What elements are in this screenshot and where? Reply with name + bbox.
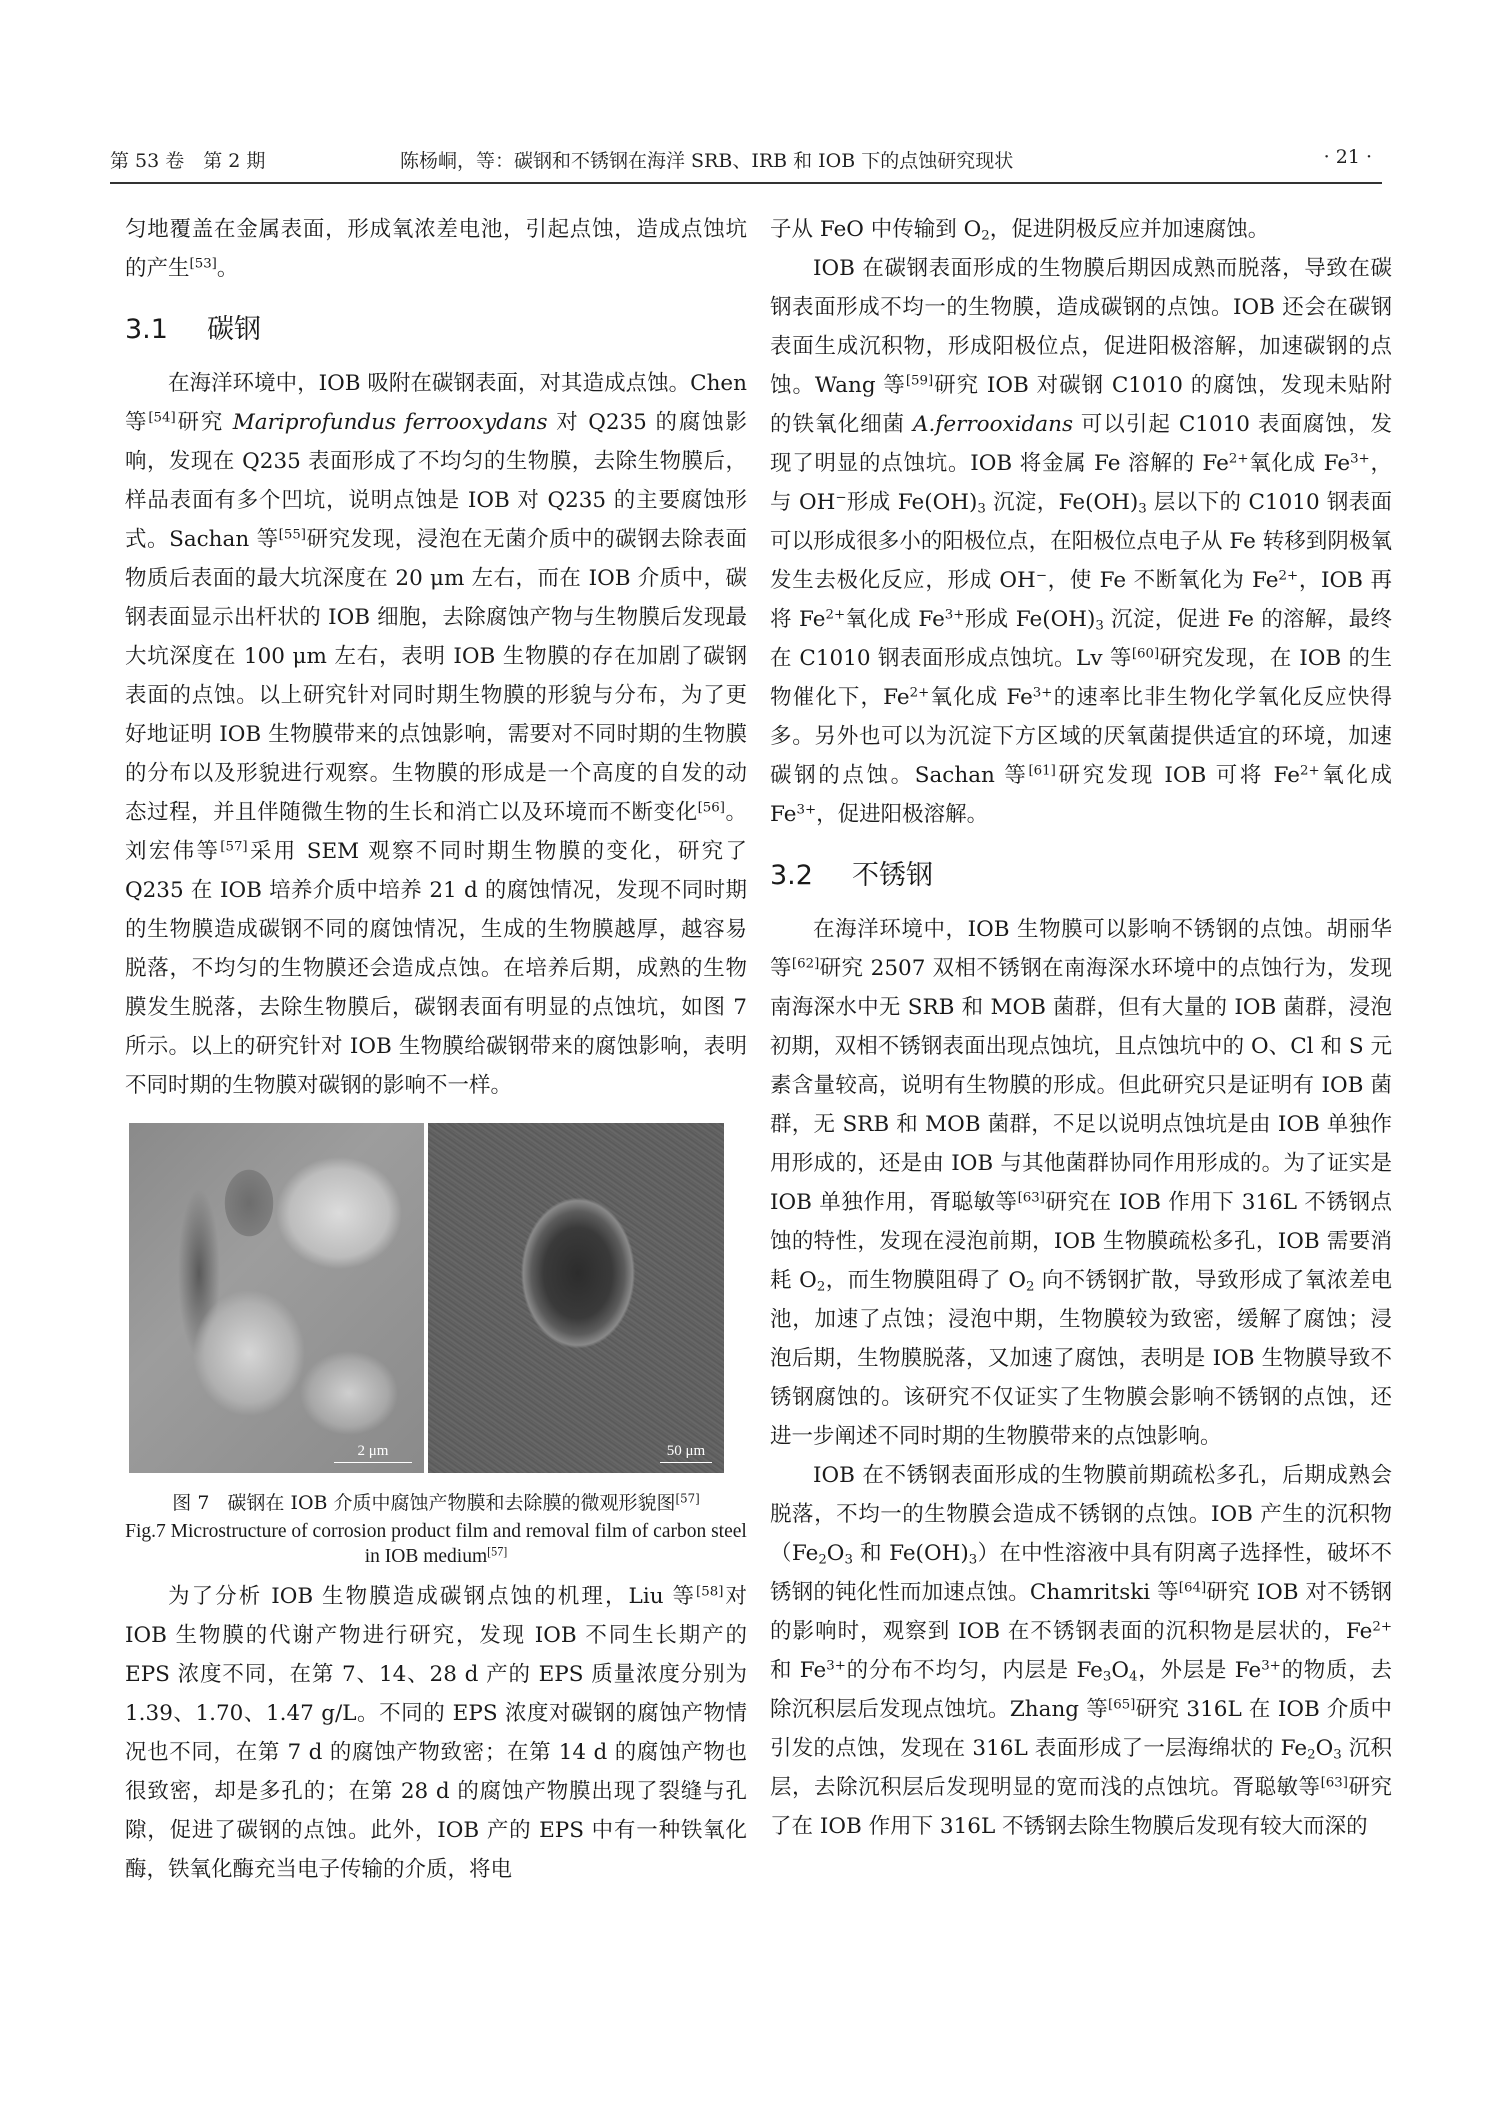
text: 。: [216, 256, 239, 281]
scale-line: [660, 1462, 712, 1463]
superscript: −: [1035, 568, 1047, 584]
text: 研究发现，浸泡在无菌介质中的碳钢去除表面物质后表面的最大坑深度在 20 μm 左右，而在 IOB 介质中，碳钢表面显示出杆状的 IOB 细胞，去除腐蚀产物与生物膜后发现最大坑深度在 100 μm 左右，表明 IOB 生物膜的存在加剧了碳钢表面的点蚀。以上研究针对同时期生物膜的形貌与分布，为了更好地证明 IOB 生物膜带来的点蚀影响，需要对不同时期的生物膜的分布以及形貌进行观察。生物膜的形成是一个高度的自发的动态过程，并且伴随微生物的生长和消亡以及环境而不断变化: [125, 527, 747, 825]
text: 研究发现 IOB 可将 Fe: [1055, 763, 1300, 788]
sem-image-removal-film-pit: [428, 1123, 724, 1473]
section-number: 3.1: [125, 314, 168, 345]
citation: [59]: [905, 373, 934, 389]
superscript: −: [835, 490, 847, 506]
subscript: 3: [1102, 1669, 1112, 1685]
citation: [62]: [791, 956, 820, 972]
text: 氧化成 Fe: [1248, 451, 1351, 476]
text: ，IOB 再将 Fe: [770, 568, 1392, 632]
text: 和 Fe: [770, 1658, 827, 1683]
text: 子从 FeO 中传输到 O: [770, 217, 982, 242]
figure-7: [125, 1123, 747, 1569]
paragraph: [770, 910, 1392, 1456]
text: 。刘宏伟等: [125, 800, 747, 864]
text: ，促进阴极反应并加速腐蚀。: [989, 217, 1270, 242]
text: IOB 在不锈钢表面形成的生物膜前期疏松多孔，后期成熟会脱落，不均一的生物膜会造成不锈钢的点蚀。IOB 产生的沉积物（Fe: [770, 1463, 1392, 1566]
header-rule: [110, 182, 1382, 184]
text: 的物质，去除沉积层后发现点蚀坑。Zhang 等: [770, 1658, 1392, 1722]
citation: [63]: [1017, 1190, 1045, 1206]
text: ，促进阳极溶解。: [816, 802, 989, 827]
scale-label: 50 μm: [666, 1443, 706, 1459]
caption-text: Fig.7 Microstructure of corrosion product film and removal film of carbon steel in IOB medium: [125, 1521, 747, 1567]
citation: [56]: [697, 800, 725, 816]
text: 对 IOB 生物膜的代谢产物进行研究，发现 IOB 不同生长期产的 EPS 浓度不同，在第 7、14、28 d 产的 EPS 质量浓度分别为 1.39、1.70、1.47 g/L。不同的 EPS 浓度对碳钢的腐蚀产物情况也不同，在第 7 d 的腐蚀产物致密；在第 14 d 的腐蚀产物也很致密，却是多孔的；在第 28 d 的腐蚀产物膜出现了裂缝与孔隙，促进了碳钢的点蚀。此外，IOB 产的 EPS 中有一种铁氧化酶，铁氧化酶充当电子传输的介质，将电: [125, 1584, 747, 1882]
text: 沉淀，Fe(OH): [985, 490, 1139, 515]
text: O: [826, 1541, 845, 1566]
scale-line: [334, 1462, 412, 1463]
text: ，外层是 Fe: [1137, 1658, 1262, 1683]
text: 和 Fe(OH): [852, 1541, 969, 1566]
section-title: 不锈钢: [852, 860, 933, 891]
text: IOB 在碳钢表面形成的生物膜后期因成熟而脱落，导致在碳钢表面形成不均一的生物膜，造成碳钢的点蚀。IOB 还会在碳钢表面生成沉积物，形成阳极位点，促进阳极溶解，加速碳钢的点蚀。Wang 等: [770, 256, 1392, 398]
text: 研究 IOB 对碳钢 C1010 的腐蚀，发现未贴附的铁氧化细菌: [770, 373, 1392, 437]
text: 形成 Fe(OH): [846, 490, 978, 515]
text: 沉积层，去除沉积层后发现明显的宽而浅的点蚀坑。胥聪敏等: [770, 1736, 1392, 1800]
text: 研究: [175, 410, 233, 435]
text: 形成 Fe(OH): [964, 607, 1096, 632]
text: 研究 2507 双相不锈钢在南海深水环境中的点蚀行为，发现南海深水中无 SRB 和 MOB 菌群，但有大量的 IOB 菌群，浸泡初期，双相不锈钢表面出现点蚀坑，且点蚀坑中的 O、Cl 和 S 元素含量较高，说明有生物膜的形成。但此研究只是证明有 IOB 菌群，无 SRB 和 MOB 菌群，不足以说明点蚀坑是由 IOB 单独作用形成的，还是由 IOB 与其他菌群协同作用形成的。为了证实是 IOB 单独作用，胥聪敏等: [770, 956, 1392, 1215]
citation: [63]: [1320, 1775, 1348, 1791]
volume-issue: 第 53 卷 第 2 期: [110, 150, 266, 172]
text: 可以引起 C1010 表面腐蚀，发现了明显的点蚀坑。IOB 将金属 Fe 溶解的 Fe: [770, 412, 1392, 476]
text: 对 Q235 的腐蚀影响，发现在 Q235 表面形成了不均匀的生物膜，去除生物膜后，样品表面有多个凹坑，说明点蚀是 IOB 对 Q235 的主要腐蚀形式。Sachan 等: [125, 410, 747, 552]
text: 向不锈钢扩散，导致形成了氧浓差电池，加速了点蚀；浸泡中期，生物膜较为致密，缓解了腐蚀；浸泡后期，生物膜脱落，又加速了腐蚀，表明是 IOB 生物膜导致不锈钢腐蚀的。该研究不仅证实了生物膜会影响不锈钢的点蚀，还进一步阐述不同时期的生物膜带来的点蚀影响。: [770, 1268, 1393, 1449]
section-number: 3.2: [770, 860, 813, 891]
text: ，而生物膜阻碍了 O: [825, 1268, 1026, 1293]
section-heading-3-1: [125, 310, 747, 350]
text: 采用 SEM 观察不同时期生物膜的变化，研究了 Q235 在 IOB 培养介质中培养 21 d 的腐蚀情况，发现不同时期的生物膜造成碳钢不同的腐蚀情况，生成的生物膜越厚，越容易脱落，不均匀的生物膜还会造成点蚀。在培养后期，成熟的生物膜发生脱落，去除生物膜后，碳钢表面有明显的点蚀坑，如图 7 所示。以上的研究针对 IOB 生物膜给碳钢带来的腐蚀影响，表明不同时期的生物膜对碳钢的影响不一样。: [125, 839, 747, 1098]
caption-text: 碳钢在 IOB 介质中腐蚀产物膜和去除膜的微观形貌图: [227, 1492, 676, 1514]
citation: [58]: [696, 1584, 724, 1600]
page-number: · 21 ·: [1323, 146, 1372, 168]
paragraph: [125, 1577, 747, 1889]
subscript: 2: [816, 1279, 826, 1295]
superscript: 3+: [1032, 685, 1053, 701]
left-column: [125, 210, 747, 1889]
subscript: 2: [818, 1552, 827, 1568]
subscript: 2: [981, 228, 990, 244]
paragraph-continued: [770, 210, 1392, 249]
text: ，与 OH: [770, 451, 1392, 515]
superscript: 3+: [796, 802, 817, 818]
superscript: 2+: [1278, 568, 1299, 584]
subscript: 2: [1025, 1279, 1035, 1295]
subscript: 3: [1138, 501, 1147, 517]
section-heading-3-2: [770, 856, 1392, 896]
superscript: 2+: [1372, 1619, 1392, 1635]
section-title: 碳钢: [207, 314, 261, 345]
running-header: [110, 146, 1380, 176]
species-name: A.ferrooxidans: [913, 412, 1073, 437]
scale-bar: [660, 1442, 712, 1463]
citation: [57]: [220, 839, 248, 855]
paragraph: [770, 249, 1392, 834]
text: 氧化成 Fe: [770, 763, 1393, 827]
text: ）在中性溶液中具有阴离子选择性，破坏不锈钢的钝化性而加速点蚀。Chamritski 等: [770, 1541, 1392, 1605]
citation: [61]: [1028, 763, 1056, 779]
text: 研究 316L 在 IOB 介质中引发的点蚀，发现在 316L 表面形成了一层海绵状的 Fe: [770, 1697, 1392, 1761]
text: 的分布不均匀，内层是 Fe: [845, 1658, 1103, 1683]
superscript: 3+: [944, 607, 965, 623]
subscript: 3: [844, 1552, 853, 1568]
citation: [57]: [487, 1544, 508, 1559]
subscript: 3: [968, 1552, 978, 1568]
text: 研究 IOB 对不锈钢的影响时，观察到 IOB 在不锈钢表面的沉积物是层状的，Fe: [770, 1580, 1392, 1644]
citation: [54]: [148, 410, 176, 426]
superscript: 2+: [909, 685, 930, 701]
superscript: 3+: [826, 1658, 846, 1674]
scale-bar: [334, 1442, 412, 1463]
text: O: [1111, 1658, 1130, 1683]
citation: [60]: [1131, 646, 1160, 662]
text: 研究了在 IOB 作用下 316L 不锈钢去除生物膜后发现有较大而深的: [770, 1775, 1392, 1839]
text: O: [1315, 1736, 1334, 1761]
text: 氧化成 Fe: [929, 685, 1033, 710]
paragraph: [125, 364, 747, 1105]
text: 研究发现，在 IOB 的生物催化下，Fe: [770, 646, 1392, 710]
text: 的速率比非生物化学氧化反应快得多。另外也可以为沉淀下方区域的厌氧菌提供适宜的环境，加速碳钢的点蚀。Sachan 等: [770, 685, 1392, 788]
text: 氧化成 Fe: [845, 607, 945, 632]
figure-number: 图 7: [172, 1492, 210, 1514]
superscript: 2+: [825, 607, 846, 623]
text: 研究在 IOB 作用下 316L 不锈钢点蚀的特性，发现在浸泡前期，IOB 生物膜疏松多孔，IOB 需要消耗 O: [770, 1190, 1392, 1293]
text: ，使 Fe 不断氧化为 Fe: [1046, 568, 1279, 593]
citation: [64]: [1178, 1580, 1207, 1596]
right-column: [770, 210, 1392, 1846]
text: 沉淀，促进 Fe 的溶解，最终在 C1010 钢表面形成点蚀坑。Lv 等: [770, 607, 1392, 671]
subscript: 3: [1095, 618, 1104, 634]
superscript: 2+: [1228, 451, 1249, 467]
figure-images: [129, 1123, 747, 1475]
text: 在海洋环境中，IOB 吸附在碳钢表面，对其造成点蚀。Chen 等: [125, 371, 747, 435]
paragraph: [770, 1456, 1392, 1846]
scale-label: 2 μm: [357, 1443, 389, 1459]
subscript: 4: [1129, 1669, 1138, 1685]
superscript: 3+: [1261, 1658, 1281, 1674]
species-name: Mariprofundus ferrooxydans: [232, 410, 548, 435]
superscript: 2+: [1299, 763, 1320, 779]
sem-image-corrosion-product-film: [129, 1123, 424, 1473]
figure-caption-cn: [125, 1489, 747, 1517]
subscript: 3: [1333, 1747, 1342, 1763]
superscript: 3+: [1350, 451, 1370, 467]
citation: [65]: [1108, 1697, 1136, 1713]
text: 匀地覆盖在金属表面，形成氧浓差电池，引起点蚀，造成点蚀坑的产生: [125, 217, 747, 281]
running-title: 陈杨峒，等：碳钢和不锈钢在海洋 SRB、IRB 和 IOB 下的点蚀研究现状: [400, 150, 1014, 172]
citation: [55]: [278, 527, 306, 543]
citation: [57]: [675, 1491, 700, 1506]
text: 在海洋环境中，IOB 生物膜可以影响不锈钢的点蚀。胡丽华等: [770, 917, 1392, 981]
paragraph-continued: [125, 210, 747, 288]
subscript: 3: [977, 501, 986, 517]
subscript: 2: [1307, 1747, 1316, 1763]
figure-caption-en: [125, 1519, 747, 1569]
citation: [53]: [189, 256, 217, 272]
text: 为了分析 IOB 生物膜造成碳钢点蚀的机理，Liu 等: [168, 1584, 697, 1609]
text: 层以下的 C1010 钢表面可以形成很多小的阳极位点，在阳极位点电子从 Fe 转移到阴极氧发生去极化反应，形成 OH: [770, 490, 1393, 593]
